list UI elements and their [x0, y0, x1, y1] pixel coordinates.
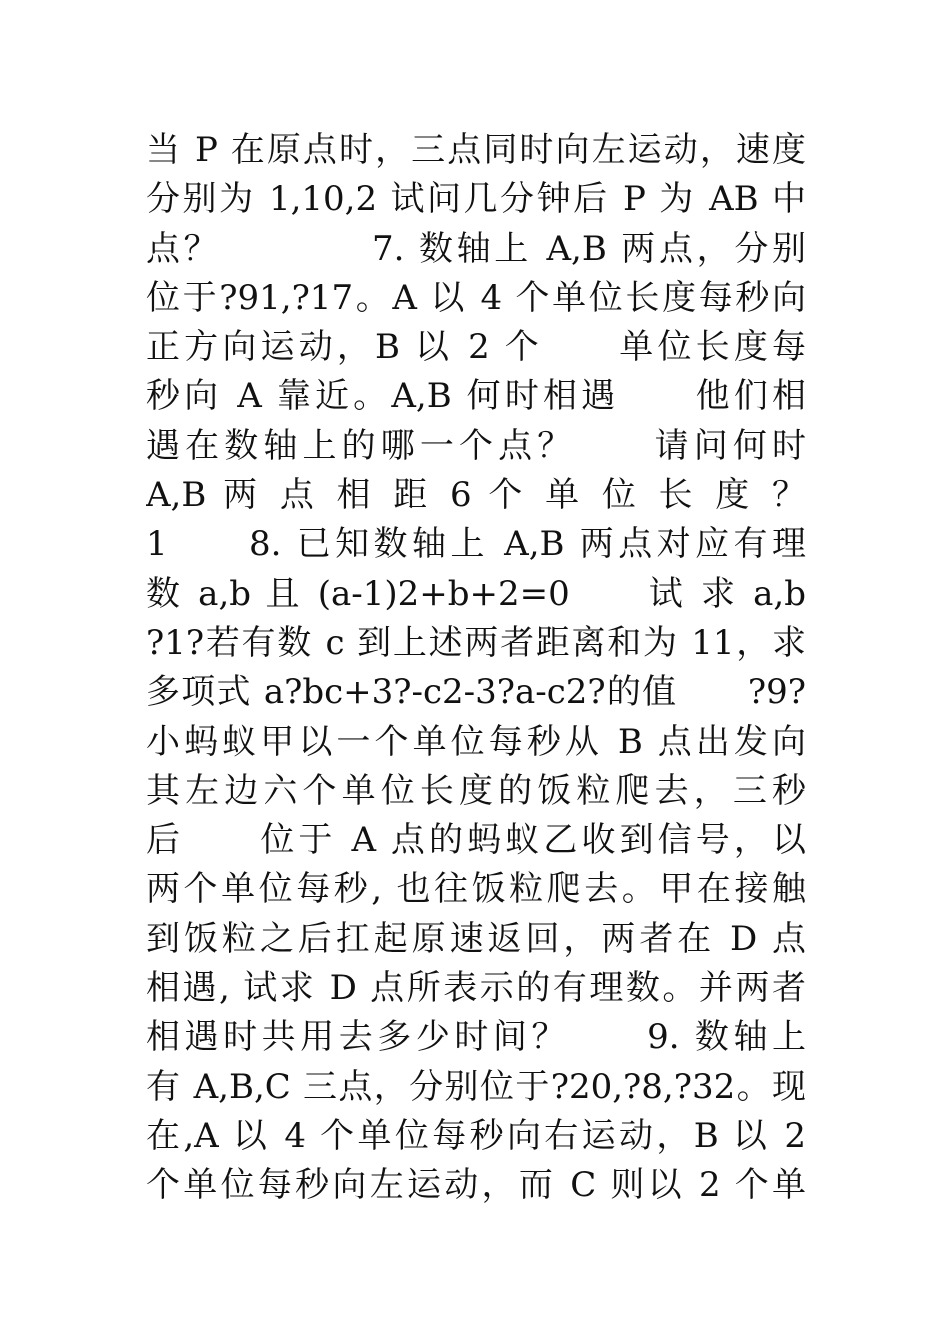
text-line: 1 8. 已知数轴上 A,B 两点对应有理	[146, 524, 806, 565]
text-line: 分别为 1,10,2 试问几分钟后 P 为 AB 中	[146, 179, 806, 220]
text-line: 其左边六个单位长度的饭粒爬去，三秒	[146, 770, 806, 811]
text-line: 两个单位每秒, 也往饭粒爬去。甲在接触	[146, 869, 806, 910]
body-text	[146, 126, 806, 1211]
text-line: 相遇时共用去多少时间？ 9. 数轴上	[146, 1017, 806, 1058]
text-line: 小蚂蚁甲以一个单位每秒从 B 点出发向	[146, 721, 806, 762]
text-line: ?1?若有数 c 到上述两者距离和为 11，求	[146, 622, 806, 663]
text-line: 正方向运动，B 以 2 个 单位长度每	[146, 327, 806, 368]
text-line: 后 位于 A 点的蚂蚁乙收到信号，以	[146, 820, 806, 861]
text-line: 在,A 以 4 个单位每秒向右运动，B 以 2	[146, 1115, 806, 1156]
text-line: 数 a,b 且 (a-1)2+b+2=0 试 求 a,b	[146, 573, 806, 614]
text-line: 多项式 a?bc+3?-c2-3?a-c2?的值 ?9?	[146, 672, 806, 713]
text-line: 位于?91,?17。A 以 4 个单位长度每秒向	[146, 277, 806, 318]
text-line: 有 A,B,C 三点，分别位于?20,?8,?32。现	[146, 1066, 806, 1107]
text-line: 个单位每秒向左运动，而 C 则以 2 个单	[146, 1165, 806, 1206]
text-line: 相遇, 试求 D 点所表示的有理数。并两者	[146, 968, 806, 1009]
text-line: 点？ 7. 数轴上 A,B 两点，分别	[146, 228, 806, 269]
text-line: A,B 两 点 相 距 6 个 单 位 长 度 ？	[146, 475, 806, 516]
text-line: 到饭粒之后扛起原速返回，两者在 D 点	[146, 918, 806, 959]
text-line: 秒向 A 靠近。A,B 何时相遇 他们相	[146, 376, 806, 417]
text-line: 当 P 在原点时，三点同时向左运动，速度	[146, 130, 806, 170]
text-line: 遇在数轴上的哪一个点？ 请问何时	[146, 425, 806, 466]
